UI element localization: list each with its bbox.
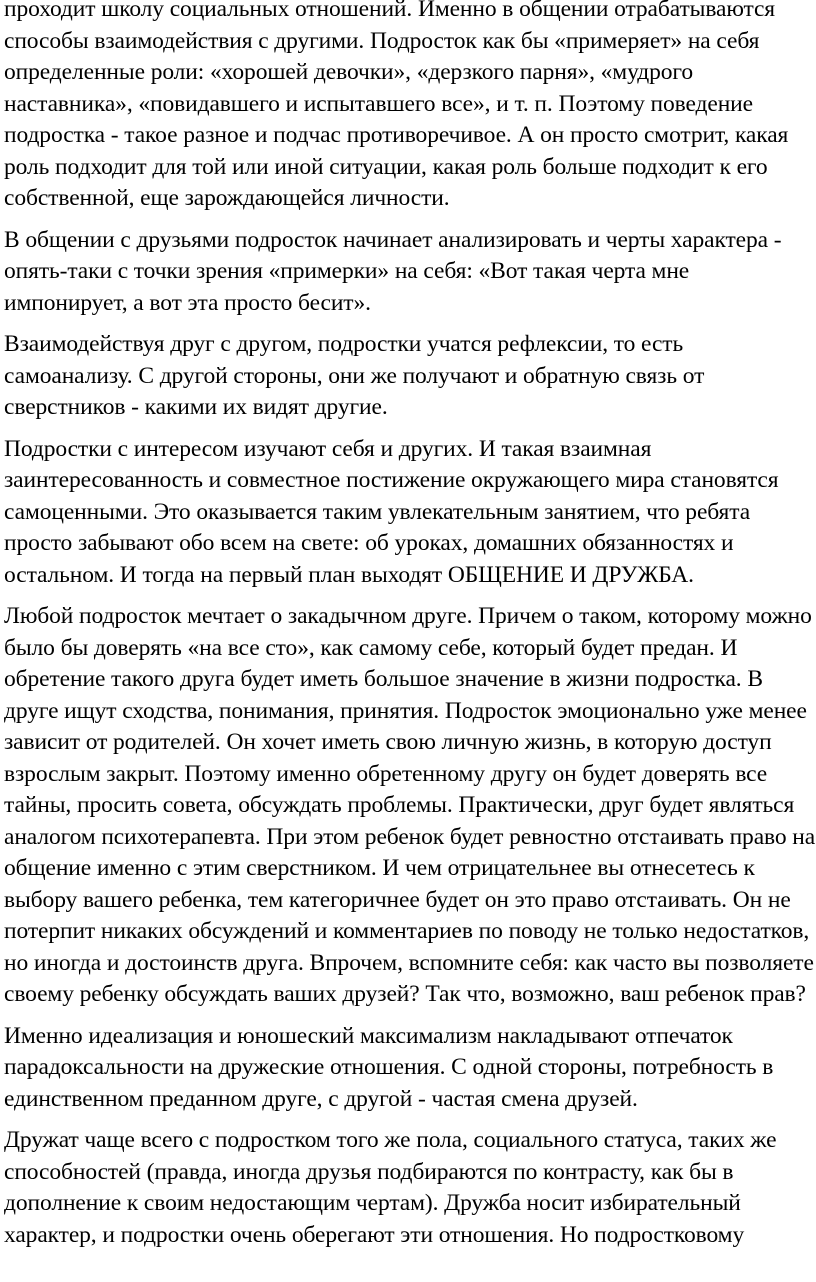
paragraph-1: проходит школу социальных отношений. Именно в общении отрабатываются способы взаимодействия с другими. Подросток как бы «примеряет» на себя определенные роли: «хорошей девочки», «дерзкого парня», «мудрого наставника», «повидавшего и испытавшего все», и т. п. Поэтому поведение подростка - такое разное и подчас противоречивое. А он просто смотрит, какая роль подходит для той или иной ситуации, какая роль больше подходит к его собственной, еще зарождающейся личности. [4, 0, 789, 211]
paragraph-5: Любой подросток мечтает о закадычном друге. Причем о таком, которому можно было бы доверять «на все сто», как самому себе, который будет предан. И обретение такого друга будет иметь большое значение в жизни подростка. В друге ищут сходства, понимания, принятия. Подросток эмоционально уже менее зависит от родителей. Он хочет иметь свою личную жизнь, в которую доступ взрослым закрыт. Поэтому именно обретенному другу он будет доверять все тайны, просить совета, обсуждать проблемы. Практически, друг будет являться аналогом психотерапевта. При этом ребенок будет ревностно отстаивать право на общение именно с этим сверстником. И чем отрицательнее вы отнесетесь к выбору вашего ребенка, тем категоричнее будет он это право отстаивать. Он не потерпит никаких обсуждений и комментариев по поводу не только недостатков, но иногда и достоинств друга. Впрочем, вспомните себя: как часто вы позволяете своему ребенку обсуждать ваших друзей? Так что, возможно, ваш ребенок прав? [4, 603, 816, 1007]
paragraph-4: Подростки с интересом изучают себя и других. И такая взаимная заинтересованность и совместное постижение окружающего мира становятся самоценными. Это оказывается таким увлекательным занятием, что ребята просто забывают обо всем на свете: об уроках, домашних обязанностях и остальном. И тогда на первый план выходят ОБЩЕНИЕ И ДРУЖБА. [4, 435, 779, 588]
paragraph-7: Дружат чаще всего с подростком того же пола, социального статуса, таких же способностей (правда, иногда друзья подбираются по контрасту, как бы в дополнение к своим недостающим чертам). Дружба носит избирательный характер, и подростки очень оберегают эти отношения. Но подростковому [4, 1127, 777, 1248]
document-body [4, 0, 816, 1261]
paragraph-2: В общении с друзьями подросток начинает анализировать и черты характера - опять-таки с точки зрения «примерки» на себя: «Вот такая черта мне импонирует, а вот эта просто бесит». [4, 226, 782, 316]
paragraph-6: Именно идеализация и юношеский максимализм накладывают отпечаток парадоксальности на дружеские отношения. С одной стороны, потребность в единственном преданном друге, с другой - частая смена друзей. [4, 1022, 774, 1112]
paragraph-3: Взаимодействуя друг с другом, подростки учатся рефлексии, то есть самоанализу. С другой стороны, они же получают и обратную связь от сверстников - какими их видят другие. [4, 331, 705, 420]
